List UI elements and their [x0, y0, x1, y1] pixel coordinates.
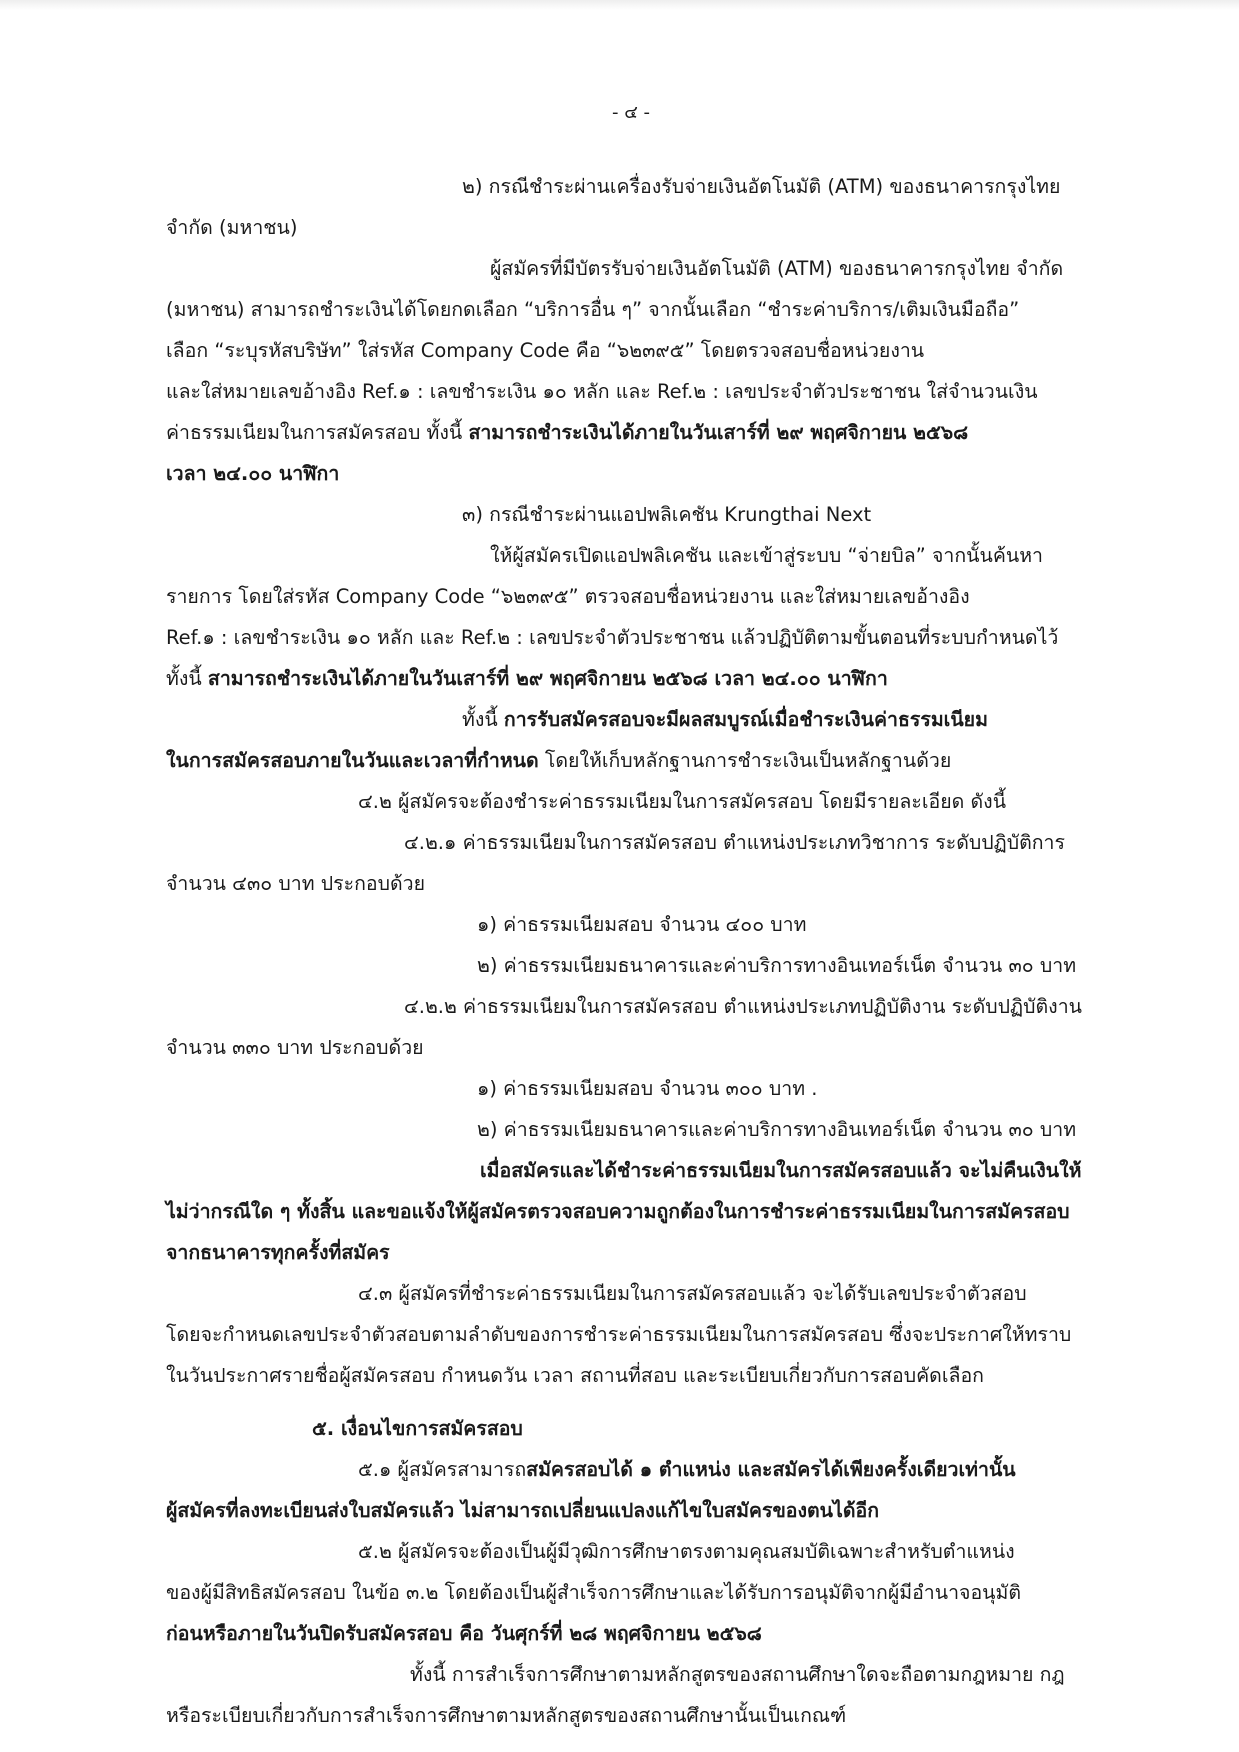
scan-edge — [0, 0, 1239, 10]
paragraph-line: ทั้งนี้ การสำเร็จการศึกษาตามหลักสูตรของสถานศึกษาใดจะถือตามกฎหมาย กฎ — [410, 1663, 1065, 1686]
paragraph-line: ไม่ว่ากรณีใด ๆ ทั้งสิ้น และขอแจ้งให้ผู้สมัครตรวจสอบความถูกต้องในการชำระค่าธรรมเนียมในการสมัครสอบ — [166, 1200, 1070, 1223]
paragraph-line: จำนวน ๔๓๐ บาท ประกอบด้วย — [166, 872, 426, 895]
paragraph-line: และใส่หมายเลขอ้างอิง Ref.๑ : เลขชำระเงิน ๑๐ หลัก และ Ref.๒ : เลขประจำตัวประชาชน ใส่จำนวนเงิน — [166, 380, 1038, 403]
page-number: - ๔ - — [612, 102, 651, 123]
paragraph-line: ๑) ค่าธรรมเนียมสอบ จำนวน ๔๐๐ บาท — [477, 913, 807, 936]
paragraph-line: Ref.๑ : เลขชำระเงิน ๑๐ หลัก และ Ref.๒ : เลขประจำตัวประชาชน แล้วปฏิบัติตามขั้นตอนที่ระบบกำหนดไว้ — [166, 626, 1059, 649]
paragraph-line: ผู้สมัครที่มีบัตรรับจ่ายเงินอัตโนมัติ (ATM) ของธนาคารกรุงไทย จำกัด — [490, 257, 1064, 280]
paragraph-line: เวลา ๒๔.๐๐ นาฬิกา — [166, 462, 340, 485]
paragraph-line: ของผู้มีสิทธิสมัครสอบ ในข้อ ๓.๒ โดยต้องเป็นผู้สำเร็จการศึกษาและได้รับการอนุมัติจากผู้มีอำนาจอนุมัติ — [166, 1581, 1022, 1604]
paragraph-line: ในวันประกาศรายชื่อผู้สมัครสอบ กำหนดวัน เวลา สถานที่สอบ และระเบียบเกี่ยวกับการสอบคัดเลือก — [166, 1364, 984, 1387]
paragraph-line: ในการสมัครสอบภายในวันและเวลาที่กำหนด โดยให้เก็บหลักฐานการชำระเงินเป็นหลักฐานด้วย — [166, 749, 952, 772]
paragraph-line: รายการ โดยใส่รหัส Company Code “๖๒๓๙๕” ตรวจสอบชื่อหน่วยงาน และใส่หมายเลขอ้างอิง — [166, 585, 970, 608]
paragraph-line: ทั้งนี้ การรับสมัครสอบจะมีผลสมบูรณ์เมื่อชำระเงินค่าธรรมเนียม — [462, 708, 988, 731]
paragraph-line: จำนวน ๓๓๐ บาท ประกอบด้วย — [166, 1036, 424, 1059]
paragraph-line: ๓) กรณีชำระผ่านแอปพลิเคชัน Krungthai Next — [462, 503, 872, 526]
paragraph-line: ๔.๓ ผู้สมัครที่ชำระค่าธรรมเนียมในการสมัครสอบแล้ว จะได้รับเลขประจำตัวสอบ — [358, 1282, 1027, 1305]
paragraph-line: ให้ผู้สมัครเปิดแอปพลิเคชัน และเข้าสู่ระบบ “จ่ายบิล” จากนั้นค้นหา — [490, 544, 1044, 567]
section-heading: ๕. เงื่อนไขการสมัครสอบ — [312, 1417, 523, 1440]
paragraph-line: จากธนาคารทุกครั้งที่สมัคร — [166, 1241, 390, 1264]
paragraph-line: ๔.๒ ผู้สมัครจะต้องชำระค่าธรรมเนียมในการสมัครสอบ โดยมีรายละเอียด ดังนี้ — [358, 790, 1007, 813]
paragraph-line: ๔.๒.๑ ค่าธรรมเนียมในการสมัครสอบ ตำแหน่งประเภทวิชาการ ระดับปฏิบัติการ — [404, 831, 1065, 854]
paragraph-line: ๒) กรณีชำระผ่านเครื่องรับจ่ายเงินอัตโนมัติ (ATM) ของธนาคารกรุงไทย — [462, 175, 1061, 198]
paragraph-line: ๕.๒ ผู้สมัครจะต้องเป็นผู้มีวุฒิการศึกษาตรงตามคุณสมบัติเฉพาะสำหรับตำแหน่ง — [358, 1540, 1015, 1563]
paragraph-line: ๒) ค่าธรรมเนียมธนาคารและค่าบริการทางอินเทอร์เน็ต จำนวน ๓๐ บาท — [477, 954, 1077, 977]
paragraph-line: (มหาชน) สามารถชำระเงินได้โดยกดเลือก “บริการอื่น ๆ” จากนั้นเลือก “ชำระค่าบริการ/เติมเงินมือถือ” — [166, 298, 1020, 321]
paragraph-line: ผู้สมัครที่ลงทะเบียนส่งใบสมัครแล้ว ไม่สามารถเปลี่ยนแปลงแก้ไขใบสมัครของตนได้อีก — [166, 1499, 879, 1522]
paragraph-line: ๕.๑ ผู้สมัครสามารถสมัครสอบได้ ๑ ตำแหน่ง และสมัครได้เพียงครั้งเดียวเท่านั้น — [358, 1458, 1016, 1481]
paragraph-line: เลือก “ระบุรหัสบริษัท” ใส่รหัส Company Code คือ “๖๒๓๙๕” โดยตรวจสอบชื่อหน่วยงาน — [166, 339, 925, 362]
paragraph-line: ๑) ค่าธรรมเนียมสอบ จำนวน ๓๐๐ บาท . — [477, 1077, 818, 1100]
paragraph-line: เมื่อสมัครและได้ชำระค่าธรรมเนียมในการสมัครสอบแล้ว จะไม่คืนเงินให้ — [480, 1159, 1082, 1182]
paragraph-line: ก่อนหรือภายในวันปิดรับสมัครสอบ คือ วันศุกร์ที่ ๒๘ พฤศจิกายน ๒๕๖๘ — [166, 1622, 762, 1645]
paragraph-line: โดยจะกำหนดเลขประจำตัวสอบตามลำดับของการชำระค่าธรรมเนียมในการสมัครสอบ ซึ่งจะประกาศให้ทราบ — [166, 1323, 1072, 1346]
paragraph-line: หรือระเบียบเกี่ยวกับการสำเร็จการศึกษาตามหลักสูตรของสถานศึกษานั้นเป็นเกณฑ์ — [166, 1704, 847, 1727]
paragraph-line: ๔.๒.๒ ค่าธรรมเนียมในการสมัครสอบ ตำแหน่งประเภทปฏิบัติงาน ระดับปฏิบัติงาน — [404, 995, 1082, 1018]
paragraph-line: ๒) ค่าธรรมเนียมธนาคารและค่าบริการทางอินเทอร์เน็ต จำนวน ๓๐ บาท — [477, 1118, 1077, 1141]
paragraph-line: จำกัด (มหาชน) — [166, 216, 298, 239]
paragraph-line: ค่าธรรมเนียมในการสมัครสอบ ทั้งนี้ สามารถชำระเงินได้ภายในวันเสาร์ที่ ๒๙ พฤศจิกายน ๒๕๖๘ — [166, 421, 969, 444]
paragraph-line: ทั้งนี้ สามารถชำระเงินได้ภายในวันเสาร์ที่ ๒๙ พฤศจิกายน ๒๕๖๘ เวลา ๒๔.๐๐ นาฬิกา — [166, 667, 888, 690]
